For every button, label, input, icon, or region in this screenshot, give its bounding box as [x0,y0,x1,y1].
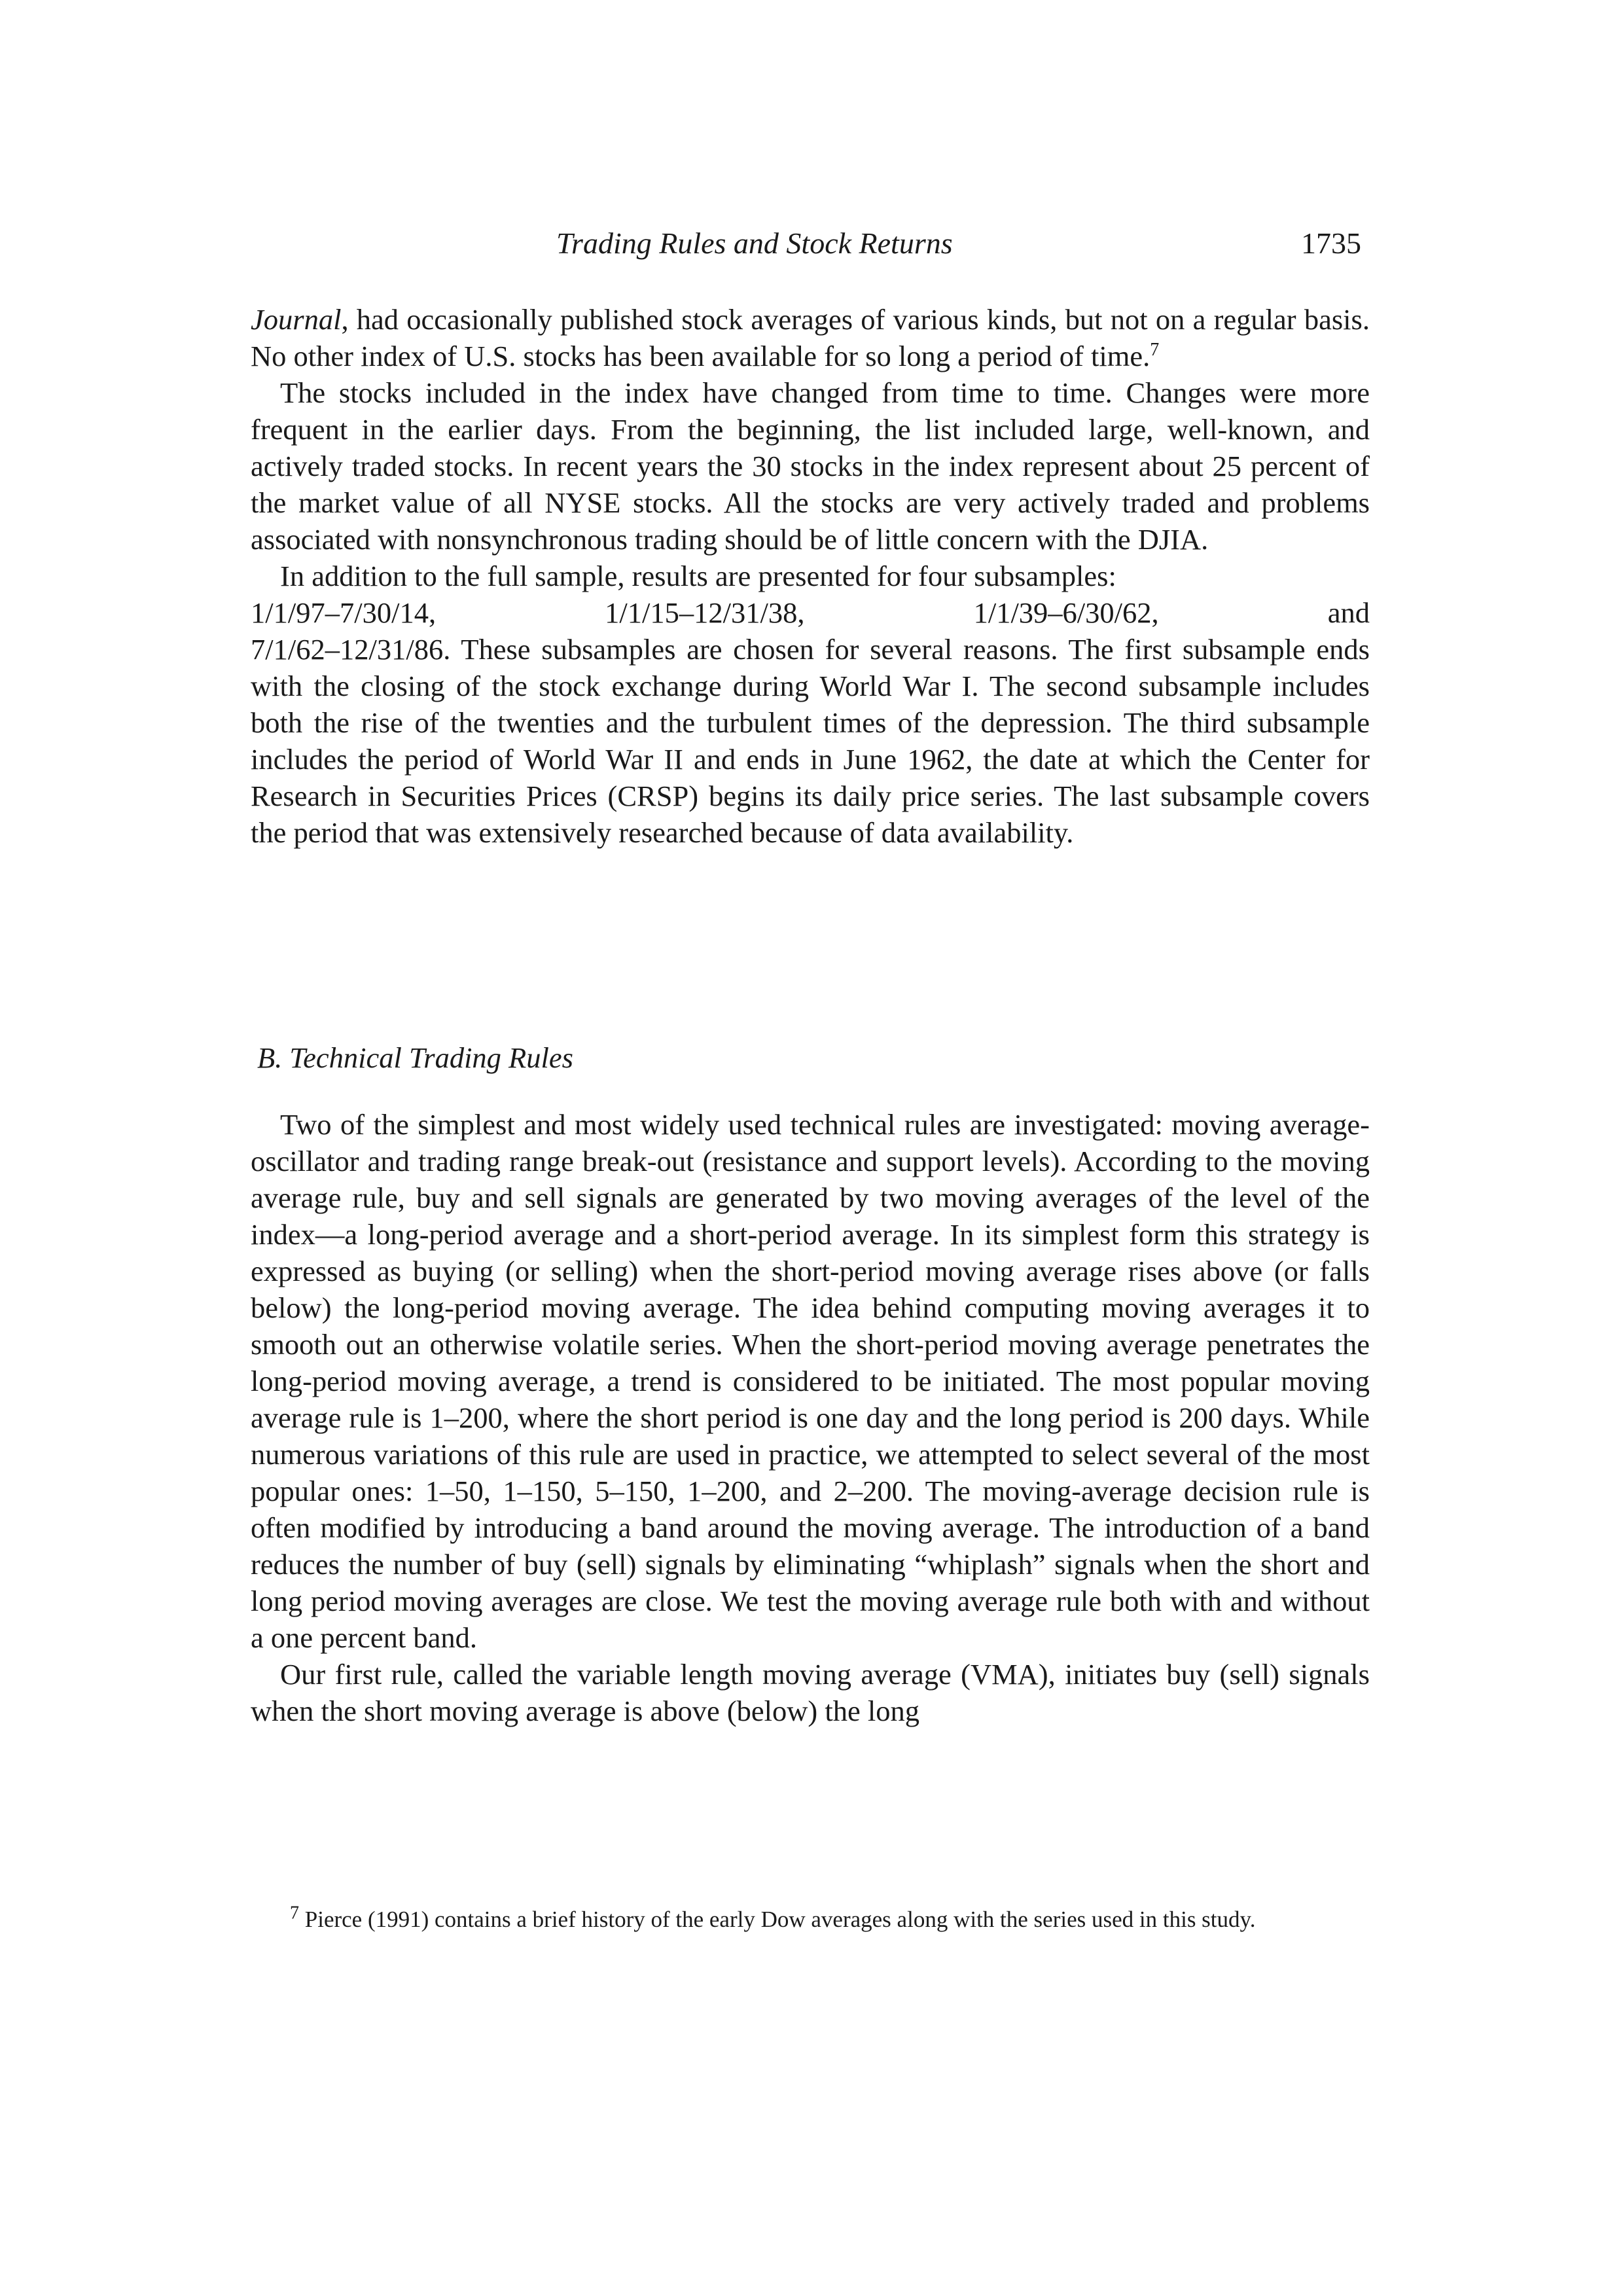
paragraph-text: , had occasionally published stock averages of various kinds, but not on a regular basis. No other index of U.S. stocks has been available for so long a period of time. [251,303,1370,372]
body-text-section [251,1106,1370,1729]
subsample-dates: 1/1/97–7/30/14, 1/1/15–12/31/38, 1/1/39–6/30/62, and [251,596,1370,629]
body-text-top [251,301,1370,851]
paragraph-text: 7/1/62–12/31/86. These subsamples are chosen for several reasons. The first subsample ends with the closing of the stock exchange during World War I. The second subsample includes both the rise of the twenties and the turbulent times of the depression. The third subsample includes the period of World War II and ends in June 1962, the date at which the Center for Research in Securities Prices (CRSP) begins its daily price series. The last subsample covers the period that was extensively researched because of data availability. [251,633,1370,849]
paragraph-continued [251,301,1370,374]
footnote-marker: 7 [290,1903,299,1924]
section-heading: B. Technical Trading Rules [257,1041,573,1074]
footnote [251,1905,1376,1935]
paragraph-vma: Our first rule, called the variable length moving average (VMA), initiates buy (sell) signals when the short moving average is above (below) the long [251,1658,1370,1727]
paragraph-subsamples [251,558,1370,851]
running-title: Trading Rules and Stock Returns [556,226,953,260]
footnote-reference: 7 [1150,340,1160,361]
paragraph-text: In addition to the full sample, results are presented for four subsamples: [280,560,1116,592]
page-number: 1735 [1301,226,1361,260]
journal-title: Journal [251,303,342,336]
running-head [249,226,1361,272]
paragraph-moving-average: Two of the simplest and most widely used technical rules are investigated: moving average-oscillator and trading range break-out (resistance and support levels). According to the moving average rule, buy and sell signals are generated by two moving averages of the level of the index—a long-period average and a short-period average. In its simplest form this strategy is expressed as buying (or selling) when the short-period moving average rises above (or falls below) the long-period moving average. The idea behind computing moving averages it to smooth out an otherwise volatile series. When the short-period moving average penetrates the long-period moving average, a trend is considered to be initiated. The most popular moving average rule is 1–200, where the short period is one day and the long period is 200 days. While numerous variations of this rule are used in practice, we attempted to select several of the most popular ones: 1–50, 1–150, 5–150, 1–200, and 2–200. The moving-average decision rule is often modified by introducing a band around the moving average. The introduction of a band reduces the number of buy (sell) signals by eliminating “whiplash” signals when the short and long period moving averages are close. We test the moving average rule both with and without a one percent band. [251,1108,1370,1654]
footnote-text: Pierce (1991) contains a brief history of the early Dow averages along with the series used in this study. [304,1907,1256,1932]
footnote-text-block [251,1905,1376,1935]
paragraph-index-stocks: The stocks included in the index have changed from time to time. Changes were more frequent in the earlier days. From the beginning, the list included large, well-known, and actively traded stocks. In recent years the 30 stocks in the index represent about 25 percent of the market value of all NYSE stocks. All the stocks are very actively traded and problems associated with nonsynchronous trading should be of little concern with the DJIA. [251,376,1370,556]
